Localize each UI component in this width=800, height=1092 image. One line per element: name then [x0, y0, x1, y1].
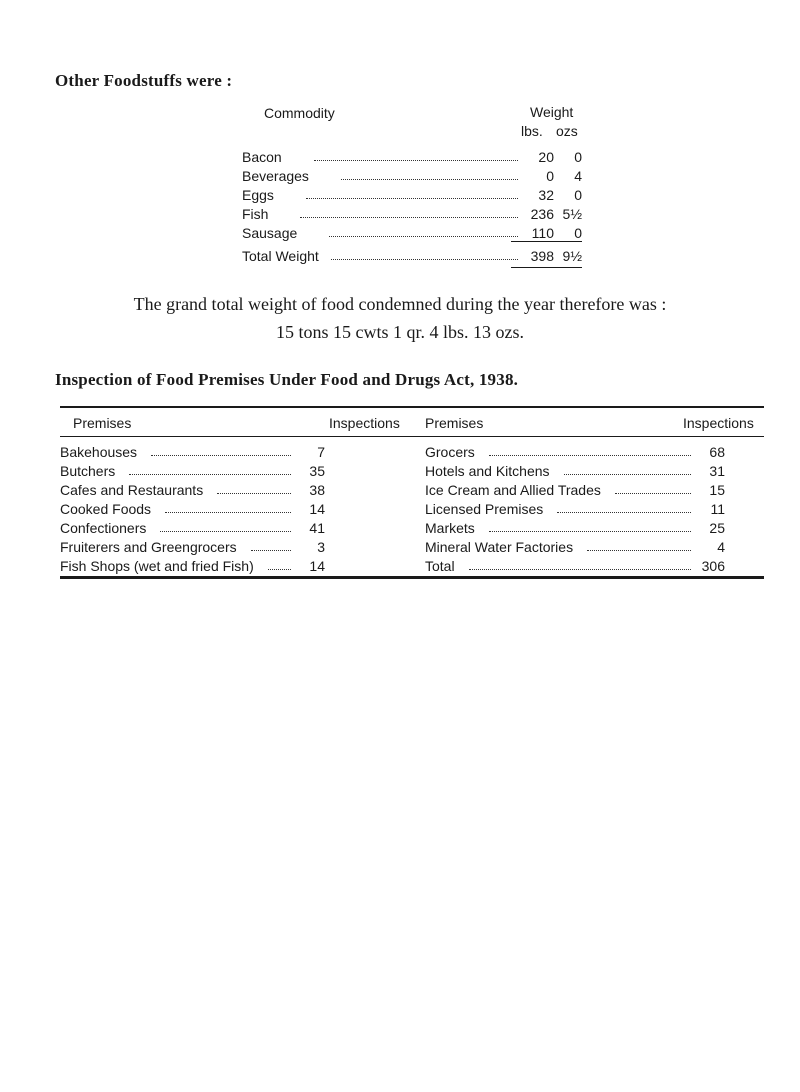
inspection-count: 25	[709, 520, 725, 536]
leader-dots	[151, 455, 291, 456]
ozs-header: ozs	[556, 123, 578, 139]
premises-row	[425, 479, 725, 498]
leader-dots	[268, 569, 291, 570]
premises-row	[60, 498, 325, 517]
total-rule-top	[511, 241, 582, 242]
premises-name: Grocers	[425, 444, 475, 460]
commodity-name: Eggs	[242, 187, 274, 203]
leader-dots	[306, 198, 518, 199]
premises-row	[425, 555, 725, 574]
lbs-header: lbs.	[521, 123, 543, 139]
weight-header: Weight	[530, 104, 574, 120]
commodity-ozs: 0	[574, 149, 582, 165]
leader-dots	[341, 179, 518, 180]
total-rule-bottom	[511, 267, 582, 268]
inspection-heading: Inspection of Food Premises Under Food and Drugs Act, 1938.	[55, 370, 519, 389]
premises-name: Mineral Water Factories	[425, 539, 574, 555]
inspection-count: 41	[309, 520, 325, 536]
table-rule-top	[60, 406, 764, 408]
commodity-lbs: 236	[530, 206, 554, 222]
commodity-name: Sausage	[242, 225, 298, 241]
leader-dots	[165, 512, 291, 513]
commodity-lbs: 32	[538, 187, 554, 203]
commodity-row	[242, 184, 582, 203]
premises-row	[60, 536, 325, 555]
premises-row	[425, 536, 725, 555]
commodity-ozs: 4	[574, 168, 582, 184]
inspection-count: 35	[309, 463, 325, 479]
leader-dots	[251, 550, 291, 551]
leader-dots	[300, 217, 518, 218]
commodity-row	[242, 165, 582, 184]
table-rule-bottom	[60, 576, 764, 579]
commodity-total-row	[242, 246, 582, 264]
commodity-row	[242, 146, 582, 165]
commodity-row	[242, 222, 582, 241]
premises-name: Butchers	[60, 463, 116, 479]
commodity-lbs: 110	[531, 225, 554, 241]
commodity-name: Bacon	[242, 149, 282, 165]
leader-dots	[331, 259, 518, 260]
leader-dots	[469, 569, 691, 570]
inspection-count: 31	[709, 463, 725, 479]
inspection-count: 38	[309, 482, 325, 498]
premises-name: Total	[425, 558, 455, 574]
commodity-table	[242, 146, 582, 241]
leader-dots	[615, 493, 691, 494]
inspection-count: 14	[309, 558, 325, 574]
inspection-count: 68	[709, 444, 725, 460]
grand-total-line1: The grand total weight of food condemned during the year therefore was :	[133, 294, 667, 314]
commodity-ozs: 0	[574, 187, 582, 203]
leader-dots	[489, 531, 691, 532]
premises-name: Licensed Premises	[425, 501, 544, 517]
premises-row	[60, 555, 325, 574]
commodity-row	[242, 203, 582, 222]
premises-header-left: Premises	[73, 415, 132, 431]
commodity-lbs: 0	[546, 168, 554, 184]
premises-name: Hotels and Kitchens	[425, 463, 550, 479]
total-ozs: 9½	[562, 248, 582, 264]
leader-dots	[557, 512, 691, 513]
other-foodstuffs-heading: Other Foodstuffs were :	[55, 71, 233, 90]
commodity-lbs: 20	[538, 149, 554, 165]
commodity-rows	[242, 146, 582, 241]
premises-name: Ice Cream and Allied Trades	[425, 482, 601, 498]
inspection-count: 14	[309, 501, 325, 517]
commodity-ozs: 5½	[562, 206, 582, 222]
commodity-header: Commodity	[264, 105, 335, 121]
premises-name: Confectioners	[60, 520, 147, 536]
commodity-name: Beverages	[242, 168, 309, 184]
premises-row	[60, 460, 325, 479]
inspections-header-left: Inspections	[329, 415, 400, 431]
premises-row	[60, 441, 325, 460]
premises-name: Fish Shops (wet and fried Fish)	[60, 558, 254, 574]
leader-dots	[564, 474, 691, 475]
inspection-count: 3	[317, 539, 325, 555]
leader-dots	[314, 160, 518, 161]
inspection-left-column	[60, 441, 325, 574]
leader-dots	[587, 550, 691, 551]
inspection-count: 4	[717, 539, 725, 555]
total-lbs: 398	[530, 248, 554, 264]
premises-name: Bakehouses	[60, 444, 138, 460]
premises-row	[425, 460, 725, 479]
premises-name: Fruiterers and Greengrocers	[60, 539, 237, 555]
total-weight-label: Total Weight	[242, 248, 319, 264]
premises-row	[60, 517, 325, 536]
premises-name: Cafes and Restaurants	[60, 482, 204, 498]
premises-name: Cooked Foods	[60, 501, 152, 517]
leader-dots	[129, 474, 291, 475]
premises-row	[425, 441, 725, 460]
grand-total-line2: 15 tons 15 cwts 1 qr. 4 lbs. 13 ozs.	[275, 322, 524, 342]
leader-dots	[160, 531, 291, 532]
inspections-header-right: Inspections	[683, 415, 754, 431]
premises-row	[425, 498, 725, 517]
premises-row	[60, 479, 325, 498]
premises-header-right: Premises	[425, 415, 484, 431]
commodity-name: Fish	[242, 206, 269, 222]
inspection-right-column	[425, 441, 725, 574]
inspection-count: 11	[710, 501, 725, 517]
commodity-ozs: 0	[574, 225, 582, 241]
leader-dots	[329, 236, 518, 237]
inspection-count: 15	[709, 482, 725, 498]
table-rule-header	[60, 436, 764, 437]
premises-row	[425, 517, 725, 536]
inspection-count: 7	[317, 444, 325, 460]
leader-dots	[217, 493, 291, 494]
inspection-count: 306	[701, 558, 725, 574]
premises-name: Markets	[425, 520, 475, 536]
leader-dots	[489, 455, 691, 456]
